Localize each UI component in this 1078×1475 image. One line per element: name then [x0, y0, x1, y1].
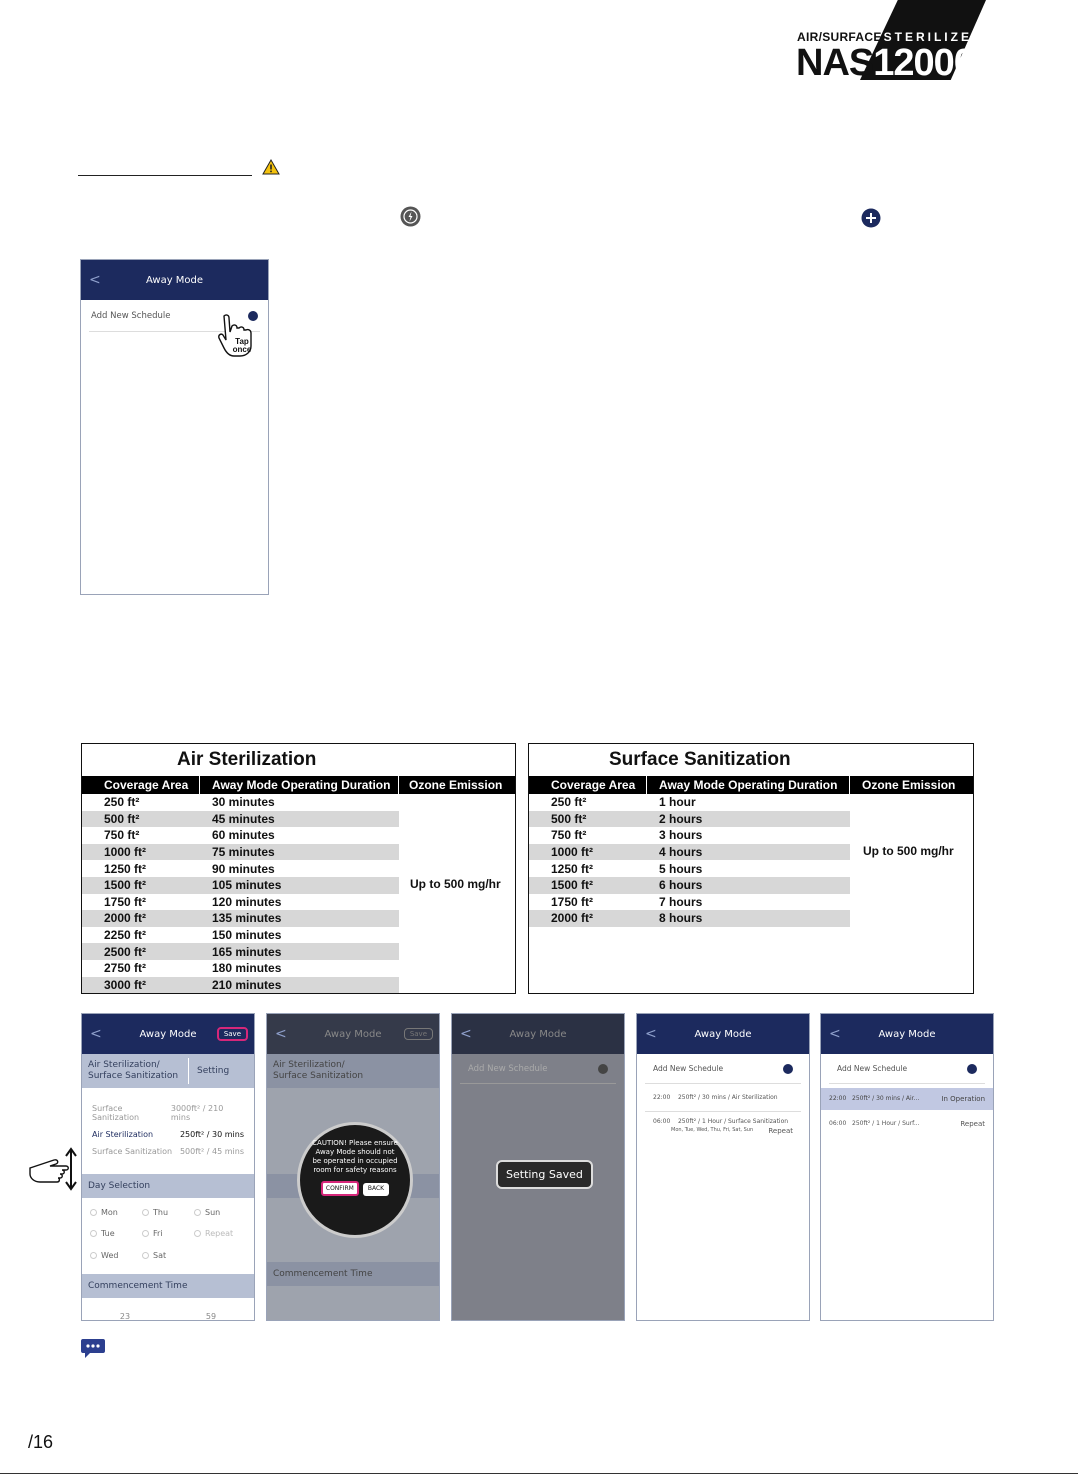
- hour-value: 23: [119, 1312, 131, 1321]
- setting-label: Setting: [188, 1058, 248, 1084]
- time-picker[interactable]: [82, 1298, 254, 1321]
- footer-rule: [0, 1473, 1078, 1474]
- commencement-section: Commencement Time: [267, 1262, 439, 1286]
- day-options: [82, 1198, 254, 1274]
- header-cell: Coverage Area: [529, 776, 647, 794]
- add-new-schedule-label: Add New Schedule: [837, 1064, 908, 1073]
- duration-cell: 210 minutes: [200, 977, 399, 994]
- header-cell: Away Mode Operating Duration: [647, 776, 850, 794]
- commencement-section: Commencement Time: [82, 1274, 254, 1298]
- screen-setting-saved: [451, 1013, 625, 1321]
- table-body: [529, 794, 973, 927]
- duration-cell: 3 hours: [659, 828, 703, 843]
- back-button[interactable]: BACK: [363, 1183, 389, 1196]
- save-button: Save: [404, 1028, 433, 1040]
- duration-cell: 120 minutes: [212, 894, 282, 909]
- minute-value: 59: [205, 1312, 217, 1321]
- add-schedule-icon[interactable]: [783, 1064, 793, 1074]
- duration-cell: 4 hours: [647, 844, 850, 861]
- back-icon[interactable]: <: [89, 272, 101, 288]
- coverage-cell: 750 ft²: [104, 828, 140, 843]
- mode-picker[interactable]: [82, 1088, 254, 1174]
- duration-cell: 30 minutes: [212, 795, 275, 810]
- duration-cell: 2 hours: [647, 811, 850, 828]
- day-option[interactable]: Mon: [90, 1208, 142, 1221]
- duration-cell: 90 minutes: [212, 861, 275, 876]
- emission-cell: Up to 500 mg/hr: [410, 877, 501, 891]
- day-option[interactable]: Sun: [194, 1208, 246, 1221]
- picker-value: 3000ft² / 210 mins: [170, 1104, 224, 1122]
- nav-bar: [452, 1014, 624, 1054]
- mode-section: [82, 1054, 254, 1088]
- coverage-cell: 1500 ft²: [82, 877, 200, 894]
- repeat-option[interactable]: Repeat: [194, 1229, 246, 1242]
- table-body: [82, 794, 515, 993]
- add-new-schedule-row: [460, 1054, 616, 1084]
- screen-settings: [81, 1013, 255, 1321]
- coverage-cell: 250 ft²: [551, 795, 587, 810]
- nav-bar: [82, 1014, 254, 1054]
- section-underline: [78, 175, 252, 176]
- table-row: [82, 860, 515, 877]
- picker-value: 500ft² / 45 mins: [179, 1147, 244, 1156]
- schedule-item[interactable]: 22:00 250ft² / 30 mins / Air Sterilization: [645, 1084, 801, 1112]
- coverage-cell: 2500 ft²: [82, 943, 200, 960]
- screen-in-operation: [820, 1013, 994, 1321]
- coverage-cell: 1250 ft²: [104, 861, 147, 876]
- day-selection-section: Day Selection: [82, 1174, 254, 1198]
- picker-item-selected: Air Sterilization: [92, 1130, 154, 1139]
- duration-cell: 5 hours: [659, 861, 703, 876]
- coverage-cell: 250 ft²: [104, 795, 140, 810]
- nav-bar: [267, 1014, 439, 1054]
- phone-away-mode: [80, 259, 269, 595]
- screen-title: Away Mode: [509, 1028, 567, 1040]
- coverage-cell: 2750 ft²: [104, 961, 147, 976]
- nav-bar: [821, 1014, 993, 1054]
- duration-cell: 180 minutes: [212, 961, 282, 976]
- add-schedule-icon[interactable]: [967, 1064, 977, 1074]
- duration-cell: 1 hour: [659, 795, 696, 810]
- logo-subtitle: AIR/SURFACE STERILIZER: [797, 30, 984, 44]
- note-icon: [80, 1337, 106, 1359]
- table-row: [82, 894, 515, 911]
- duration-cell: 165 minutes: [200, 943, 399, 960]
- coverage-cell: 500 ft²: [82, 811, 200, 828]
- duration-cell: 105 minutes: [200, 877, 399, 894]
- back-icon[interactable]: <: [90, 1026, 102, 1042]
- duration-cell: 150 minutes: [212, 928, 282, 943]
- header-cell: Ozone Emission: [409, 778, 503, 792]
- table-row: [529, 811, 973, 828]
- back-icon: <: [275, 1026, 287, 1042]
- add-new-schedule-row[interactable]: [645, 1054, 801, 1084]
- emission-cell: Up to 500 mg/hr: [863, 844, 954, 858]
- add-new-schedule-row[interactable]: [829, 1054, 985, 1084]
- coverage-cell: 1750 ft²: [104, 894, 147, 909]
- caution-dialog: [297, 1122, 413, 1238]
- table-title: Air Sterilization: [177, 749, 317, 770]
- coverage-cell: 1250 ft²: [551, 861, 594, 876]
- coverage-cell: 1000 ft²: [529, 844, 647, 861]
- save-button[interactable]: Save: [217, 1027, 248, 1041]
- add-new-schedule-label: Add New Schedule: [653, 1064, 724, 1073]
- coverage-cell: 2000 ft²: [529, 910, 647, 927]
- day-option[interactable]: Wed: [90, 1251, 142, 1264]
- header-cell: Ozone Emission: [862, 778, 956, 792]
- coverage-cell: 2000 ft²: [82, 910, 200, 927]
- page-number: /16: [28, 1432, 54, 1452]
- duration-cell: 6 hours: [647, 877, 850, 894]
- table-row: [82, 844, 515, 861]
- back-icon: <: [460, 1026, 472, 1042]
- add-schedule-icon: [598, 1064, 608, 1074]
- screen-schedule-list: [636, 1013, 810, 1321]
- table-row: [82, 827, 515, 844]
- away-mode-icon: [400, 206, 421, 227]
- duration-cell: 75 minutes: [200, 844, 399, 861]
- table-row: [529, 877, 973, 894]
- table-row: [529, 894, 973, 911]
- coverage-cell: 1750 ft²: [551, 894, 594, 909]
- confirm-button[interactable]: CONFIRM: [321, 1181, 359, 1196]
- setting-saved-toast: Setting Saved: [496, 1160, 593, 1189]
- nav-bar: [81, 260, 268, 300]
- nav-bar: [637, 1014, 809, 1054]
- coverage-cell: 1500 ft²: [529, 877, 647, 894]
- coverage-cell: 750 ft²: [551, 828, 587, 843]
- coverage-cell: 500 ft²: [529, 811, 647, 828]
- table-row: [82, 943, 515, 960]
- picker-item: Surface Sanitization: [92, 1147, 173, 1156]
- surface-sanitization-table: [528, 743, 974, 994]
- table-row: [529, 910, 973, 927]
- schedule-item-active[interactable]: 22:00 250ft² / 30 mins / Air... In Operation: [821, 1088, 993, 1110]
- day-option[interactable]: Thu: [142, 1208, 194, 1221]
- back-icon[interactable]: <: [645, 1026, 657, 1042]
- picker-value-selected: 250ft² / 30 mins: [179, 1130, 244, 1139]
- table-row: [82, 794, 515, 811]
- coverage-cell: 3000 ft²: [82, 977, 200, 994]
- screen-title: Away Mode: [145, 274, 204, 286]
- day-option[interactable]: Tue: [90, 1229, 142, 1242]
- duration-cell: 60 minutes: [212, 828, 275, 843]
- day-option[interactable]: Sat: [142, 1251, 194, 1264]
- duration-cell: 45 minutes: [200, 811, 399, 828]
- table-row: [82, 977, 515, 994]
- coverage-cell: 2250 ft²: [104, 928, 147, 943]
- coverage-cell: 1000 ft²: [82, 844, 200, 861]
- tap-once-label: Tap once: [232, 337, 252, 354]
- schedule-item[interactable]: 06:00 250ft² / 1 Hour / Surface Sanitization Mon, Tue, Wed, Thu, Fri, Sat, Sun Repeat: [653, 1118, 793, 1135]
- warning-icon: [262, 159, 280, 175]
- add-new-schedule-label: Add New Schedule: [91, 310, 171, 321]
- table-row: [82, 811, 515, 828]
- table-row: [529, 860, 973, 877]
- mode-label: Air Sterilization/ Surface Sanitization: [88, 1060, 179, 1081]
- scroll-hand-icon: [28, 1146, 80, 1192]
- screen-caution: [266, 1013, 440, 1321]
- table-row: [82, 960, 515, 977]
- table-header: [82, 776, 515, 794]
- table-header: [529, 776, 973, 794]
- day-option[interactable]: Fri: [142, 1229, 194, 1242]
- screen-title: Away Mode: [694, 1028, 752, 1040]
- schedule-item[interactable]: 06:00 250ft² / 1 Hour / Surf... Repeat: [829, 1120, 985, 1128]
- screen-title: Away Mode: [878, 1028, 936, 1040]
- header-cell: Coverage Area: [82, 776, 200, 794]
- caution-text: CAUTION! Please ensure Away Mode should not be operated in occupied room for safety reasons: [312, 1139, 398, 1174]
- table-row: [529, 794, 973, 811]
- back-icon[interactable]: <: [829, 1026, 841, 1042]
- screen-title: Away Mode: [324, 1028, 382, 1040]
- air-sterilization-table: [81, 743, 516, 994]
- table-row: [82, 910, 515, 927]
- add-icon: [861, 208, 881, 228]
- table-row: [82, 927, 515, 944]
- logo-model: NAS12000: [796, 42, 974, 84]
- table-row: [529, 827, 973, 844]
- mode-section: [267, 1054, 439, 1088]
- add-new-schedule-label: Add New Schedule: [468, 1063, 548, 1074]
- mode-label: Air Sterilization/ Surface Sanitization: [273, 1060, 364, 1081]
- header-cell: Away Mode Operating Duration: [200, 776, 399, 794]
- picker-item: Surface Sanitization: [92, 1104, 140, 1122]
- duration-cell: 8 hours: [647, 910, 850, 927]
- duration-cell: 7 hours: [659, 894, 703, 909]
- duration-cell: 135 minutes: [200, 910, 399, 927]
- table-title: Surface Sanitization: [609, 749, 791, 770]
- screen-title: Away Mode: [139, 1028, 197, 1040]
